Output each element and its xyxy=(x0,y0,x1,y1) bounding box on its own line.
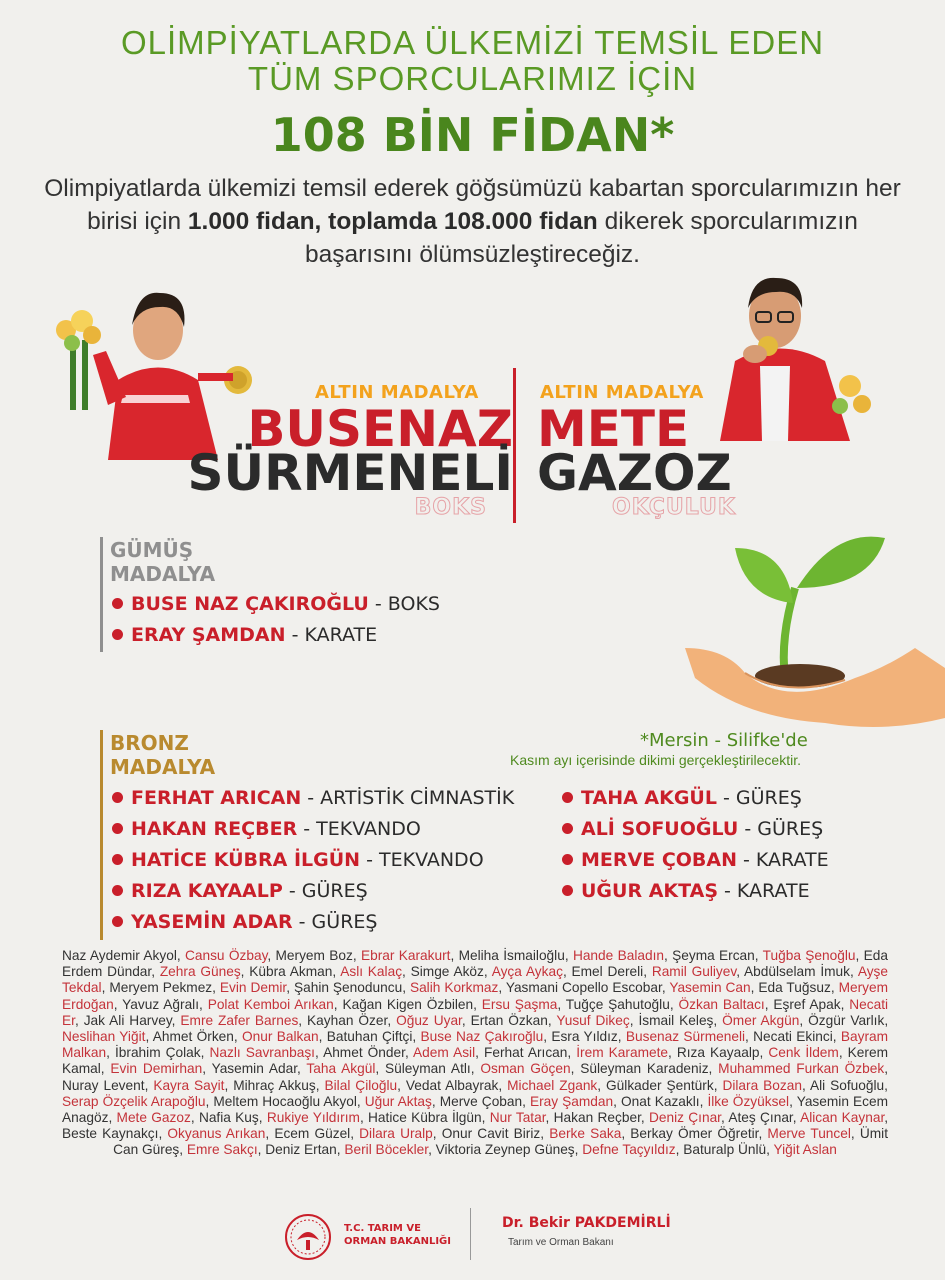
bullet-icon xyxy=(562,823,573,834)
footer-separator xyxy=(470,1208,471,1260)
participant-name: Eray Şamdan xyxy=(529,1093,614,1109)
silver-list xyxy=(112,589,440,651)
participant-name: Beste Kaynakçı xyxy=(62,1126,159,1142)
gold-right-sport: OKÇULUK xyxy=(612,495,736,520)
participant-name: Ömer Akgün xyxy=(722,1012,800,1028)
athlete-name: RIZA KAYAALP xyxy=(131,880,283,902)
participant-name: Nafia Kuş xyxy=(198,1110,259,1126)
athlete-sport: - TEKVANDO xyxy=(297,818,421,840)
participant-name: Şahin Şenoduncu xyxy=(293,980,403,996)
participant-name: Dilara Uralp xyxy=(359,1126,433,1142)
participant-name: Polat Kemboi Arıkan xyxy=(207,996,334,1012)
participant-name: Tuğba Şenoğlu xyxy=(762,948,856,963)
ministry-name xyxy=(344,1222,451,1248)
hand-icon xyxy=(685,648,945,727)
list-item xyxy=(112,783,514,814)
participant-name: İrem Karamete xyxy=(576,1045,669,1061)
gold-label-right: ALTIN MADALYA xyxy=(540,382,704,403)
athlete-sport: - GÜREŞ xyxy=(716,787,802,809)
athlete-photo-mete xyxy=(710,266,875,441)
participant-name: Eda Tuğsuz xyxy=(758,980,831,996)
participant-name: Kayra Sayit xyxy=(153,1077,225,1093)
athlete-name: MERVE ÇOBAN xyxy=(581,849,737,871)
participant-name: Özgür Varlık xyxy=(808,1012,885,1028)
participant-name: Defne Taçyıldız xyxy=(582,1142,676,1158)
headline-line-1: OLİMPİYATLARDA ÜLKEMİZİ TEMSİL EDEN xyxy=(120,24,825,61)
gold-left-first-name: BUSENAZ xyxy=(247,400,513,458)
participant-name: Berkay Ömer Öğretir xyxy=(630,1126,759,1142)
participant-name: Ali Sofuoğlu xyxy=(809,1077,885,1093)
athlete-sport: - KARATE xyxy=(718,880,810,902)
gold-label-left: ALTIN MADALYA xyxy=(315,382,479,403)
participant-name: Mete Gazoz xyxy=(116,1110,191,1126)
participant-name: Ferhat Arıcan xyxy=(484,1045,568,1061)
participant-name: Emel Dereli xyxy=(571,964,644,980)
participant-name: Deniz Ertan xyxy=(265,1142,337,1158)
seedling-icon xyxy=(735,537,885,678)
list-item xyxy=(562,845,829,876)
participant-name: Buse Naz Çakıroğlu xyxy=(420,1029,544,1045)
participant-name: Süleyman Karadeniz xyxy=(580,1061,709,1077)
list-item xyxy=(112,814,514,845)
bullet-icon xyxy=(112,854,123,865)
participant-name: Necati Ekinci xyxy=(753,1029,833,1045)
participant-name: Yasemin Can xyxy=(669,980,751,996)
participant-name: Necati Er xyxy=(62,996,889,1028)
participant-name: Nazlı Savranbaşı xyxy=(209,1045,315,1061)
athlete-name: TAHA AKGÜL xyxy=(581,787,717,809)
participant-name: Tuğçe Şahutoğlu xyxy=(565,996,670,1012)
ministry-name-line-1: T.C. TARIM VE xyxy=(344,1223,421,1234)
gold-left-last-name: SÜRMENELİ xyxy=(187,444,513,502)
silver-title-2: MADALYA xyxy=(110,562,216,586)
athlete-sport: - TEKVANDO xyxy=(360,849,484,871)
athlete-sport: - ARTİSTİK CİMNASTİK xyxy=(301,787,515,809)
participant-name: Eda Erdem Dündar xyxy=(62,948,888,980)
bullet-icon xyxy=(112,629,123,640)
participant-name: Adem Asil xyxy=(413,1045,476,1061)
participant-name: Meryem Erdoğan xyxy=(62,980,888,1012)
location-note: *Mersin - Silifke'de xyxy=(640,730,808,751)
participant-name: Batuhan Çiftçi xyxy=(326,1029,413,1045)
intro-text-2: dikerek sporcularımızın başarısını ölümsüzleştireceğiz. xyxy=(305,208,858,268)
participant-name: Ertan Özkan xyxy=(470,1012,548,1028)
athlete-name: ERAY ŞAMDAN xyxy=(131,624,286,646)
list-item xyxy=(112,907,514,938)
participant-name: Yiğit Aslan xyxy=(773,1142,837,1158)
participant-name: Taha Akgül xyxy=(306,1061,376,1077)
participant-name: Süleyman Atlı xyxy=(385,1061,471,1077)
participant-name: Osman Göçen xyxy=(480,1061,571,1077)
minister-name: Dr. Bekir PAKDEMİRLİ xyxy=(502,1215,671,1231)
participant-name: Viktoria Zeynep Güneş xyxy=(435,1142,575,1158)
participant-name: Kağan Kigen Özbilen xyxy=(342,996,474,1012)
participant-name: Bilal Çiloğlu xyxy=(324,1077,398,1093)
participant-name: Kübra Akman xyxy=(249,964,333,980)
participant-name: Oğuz Uyar xyxy=(396,1012,462,1028)
participant-name: Cenk İldem xyxy=(768,1045,839,1061)
participant-name: İsmail Keleş xyxy=(638,1012,714,1028)
participant-name: Hande Baladın xyxy=(572,948,665,963)
participant-name: Zehra Güneş xyxy=(159,964,241,980)
silver-bar xyxy=(100,537,103,652)
bullet-icon xyxy=(112,823,123,834)
participant-name: Gülkader Şentürk xyxy=(606,1077,714,1093)
participant-name: Ebrar Karakurt xyxy=(360,948,451,963)
planting-note: Kasım ayı içerisinde dikimi gerçekleştirilecektir. xyxy=(510,752,801,768)
list-item xyxy=(562,814,829,845)
participant-name: Ayça Aykaç xyxy=(491,964,563,980)
participant-name: Yasemin Adar xyxy=(211,1061,298,1077)
flower-bouquet-icon xyxy=(56,310,101,410)
bronze-title-1: BRONZ xyxy=(110,731,189,755)
bullet-icon xyxy=(112,598,123,609)
list-item xyxy=(562,876,829,907)
participant-name: Nuray Levent xyxy=(62,1077,145,1093)
participant-name: Busenaz Sürmeneli xyxy=(625,1029,746,1045)
participant-name: Ahmet Önder xyxy=(323,1045,405,1061)
bronze-bar xyxy=(100,730,103,940)
participant-name: Muhammed Furkan Özbek xyxy=(718,1061,885,1077)
bullet-icon xyxy=(112,916,123,927)
participant-name: Yavuz Ağralı xyxy=(122,996,200,1012)
athlete-name: FERHAT ARICAN xyxy=(131,787,302,809)
participant-name: Meliha İsmailoğlu xyxy=(458,948,565,963)
list-item xyxy=(562,783,829,814)
participant-name: Uğur Aktaş xyxy=(364,1093,432,1109)
participant-name: Evin Demirhan xyxy=(110,1061,203,1077)
athlete-name: ALİ SOFUOĞLU xyxy=(581,818,739,840)
participant-name: Aslı Kalaç xyxy=(340,964,403,980)
participant-name: İbrahim Çolak xyxy=(114,1045,201,1061)
participant-name: Eşref Apak xyxy=(773,996,841,1012)
athlete-name: BUSE NAZ ÇAKIROĞLU xyxy=(131,593,369,615)
athlete-photo-busenaz xyxy=(48,285,263,460)
main-title: 108 BİN FİDAN* xyxy=(270,108,675,162)
participant-name: Yasmani Copello Escobar xyxy=(505,980,662,996)
participant-name: Kayhan Özer xyxy=(307,1012,388,1028)
participant-name: Alican Kaynar xyxy=(800,1110,885,1126)
participant-name: Merve Tuncel xyxy=(767,1126,851,1142)
flower-bouquet-icon xyxy=(832,375,871,414)
participant-name: Naz Aydemir Akyol xyxy=(62,948,177,963)
participant-name: Özkan Baltacı xyxy=(678,996,765,1012)
list-item xyxy=(112,589,440,620)
minister-title: Tarım ve Orman Bakanı xyxy=(508,1237,614,1248)
participant-name: Şeyma Ercan xyxy=(672,948,755,963)
participant-name: Hakan Reçber xyxy=(553,1110,641,1126)
participant-name: Ramil Guliyev xyxy=(651,964,737,980)
participant-name: Simge Aköz xyxy=(410,964,484,980)
participant-name: Esra Yıldız xyxy=(551,1029,618,1045)
participant-name: Meryem Boz xyxy=(275,948,353,963)
participant-name: Serap Özçelik Arapoğlu xyxy=(62,1093,206,1109)
participant-name: Meryem Pekmez xyxy=(109,980,213,996)
participant-name: Deniz Çınar xyxy=(648,1110,721,1126)
participant-name: Yusuf Dikeç xyxy=(556,1012,630,1028)
athlete-sport: - KARATE xyxy=(737,849,829,871)
participant-name: Onur Balkan xyxy=(242,1029,319,1045)
headline-line-2: TÜM SPORCULARIMIZ İÇİN xyxy=(247,60,698,97)
participant-name: Cansu Özbay xyxy=(184,948,268,963)
bullet-icon xyxy=(562,792,573,803)
bullet-icon xyxy=(112,792,123,803)
bronze-list-right xyxy=(562,783,829,907)
participant-name: Evin Demir xyxy=(219,980,287,996)
participant-name: Rukiye Yıldırım xyxy=(266,1110,360,1126)
participant-name: Mihraç Akkuş xyxy=(233,1077,316,1093)
participant-name: Ayşe Tekdal xyxy=(62,964,888,996)
bronze-list-left xyxy=(112,783,514,938)
athlete-sport: - BOKS xyxy=(368,593,440,615)
participant-name: Emre Sakçı xyxy=(186,1142,258,1158)
list-item xyxy=(112,876,514,907)
bullet-icon xyxy=(562,885,573,896)
participant-name: Michael Zgank xyxy=(507,1077,598,1093)
participant-name: Rıza Kayaalp xyxy=(676,1045,760,1061)
participant-name: İlke Özyüksel xyxy=(707,1093,790,1109)
participant-name: Yasemin Ecem Anagöz xyxy=(62,1093,888,1126)
intro-bold: 1.000 fidan, toplamda 108.000 fidan xyxy=(187,208,598,235)
participant-name: Hatice Kübra İlgün xyxy=(368,1110,482,1126)
ministry-name-line-2: ORMAN BAKANLIĞI xyxy=(344,1236,451,1247)
participant-name: Neslihan Yiğit xyxy=(62,1029,146,1045)
list-item xyxy=(112,620,440,651)
participant-name: Abdülselam İmuk xyxy=(744,964,850,980)
athlete-sport: - KARATE xyxy=(285,624,378,646)
participant-name: Okyanus Arıkan xyxy=(167,1126,266,1142)
participant-name: Ahmet Örken xyxy=(152,1029,234,1045)
participant-name: Vedat Albayrak xyxy=(405,1077,499,1093)
list-item xyxy=(112,845,514,876)
participant-name: Jak Ali Harvey xyxy=(83,1012,172,1028)
participant-name: Ecem Güzel xyxy=(274,1126,351,1142)
athlete-sport: - GÜREŞ xyxy=(738,818,824,840)
gold-left-sport: BOKS xyxy=(414,495,487,520)
participant-name: Onat Kazaklı xyxy=(621,1093,700,1109)
gold-right-first-name: METE xyxy=(537,400,690,458)
athlete-sport: - GÜREŞ xyxy=(282,880,368,902)
bronze-title-2: MADALYA xyxy=(110,755,216,779)
athlete-sport: - GÜREŞ xyxy=(292,911,378,933)
participant-name: Merve Çoban xyxy=(439,1093,523,1109)
participant-name: Ateş Çınar xyxy=(728,1110,793,1126)
participant-name: Onur Cavit Biriz xyxy=(441,1126,541,1142)
athlete-name: HATİCE KÜBRA İLGÜN xyxy=(131,849,361,871)
participant-name: Bayram Malkan xyxy=(62,1029,889,1061)
participant-name: Nur Tatar xyxy=(489,1110,546,1126)
athlete-name: YASEMİN ADAR xyxy=(131,911,293,933)
participant-name: Dilara Bozan xyxy=(722,1077,802,1093)
participant-name: Kerem Kamal xyxy=(62,1045,888,1077)
participant-name: Ümit Can Güreş xyxy=(113,1126,889,1158)
seedling-in-hand-illustration xyxy=(685,528,945,738)
ministry-logo-icon xyxy=(283,1212,333,1262)
participant-name: Beril Böcekler xyxy=(344,1142,429,1158)
athlete-name: UĞUR AKTAŞ xyxy=(581,880,718,902)
gold-divider xyxy=(513,368,516,523)
participant-name: Ersu Şaşma xyxy=(481,996,558,1012)
intro-text-1: Olimpiyatlarda ülkemizi temsil ederek göğsümüzü kabartan sporcularımızın her birisi için xyxy=(44,175,901,235)
bullet-icon xyxy=(562,854,573,865)
participant-name: Salih Korkmaz xyxy=(409,980,499,996)
intro-paragraph xyxy=(40,172,905,271)
participant-name: Emre Zafer Barnes xyxy=(180,1012,299,1028)
bullet-icon xyxy=(112,885,123,896)
athlete-name: HAKAN REÇBER xyxy=(131,818,298,840)
participants-list: Naz Aydemir Akyol, Cansu Özbay, Meryem Boz, Ebrar Karakurt, Meliha İsmailoğlu, Hande Baladın, Şeyma Ercan, Tuğba Şenoğlu, Eda Erdem Dündar, Zehra Güneş, Kübra Akman, Aslı Kalaç, Simge Aköz, Ayça Aykaç, Emel Dereli, Ramil Guliyev, Abdülselam İmuk, Ayşe Tekdal, Meryem Pekmez, Evin Demir, Şahin Şenoduncu, Salih Korkmaz, Yasmani Copello Escobar, Yasemin Can, Eda Tuğsuz, Meryem Erdoğan, Yavuz Ağralı, Polat Kemboi Arıkan, Kağan Kigen Özbilen, Ersu Şaşma, Tuğçe Şahutoğlu, Özkan Baltacı, Eşref Apak, Necati Er, Jak Ali Harvey, Emre Zafer Barnes, Kayhan Özer, Oğuz Uyar, Ertan Özkan, Yusuf Dikeç, İsmail Keleş, Ömer Akgün, Özgür Varlık, Neslihan Yiğit, Ahmet Örken, Onur Balkan, Batuhan Çiftçi, Buse Naz Çakıroğlu, Esra Yıldız, Busenaz Sürmeneli, Necati Ekinci, Bayram Malkan, İbrahim Çolak, Nazlı Savranbaşı, Ahmet Önder, Adem Asil, Ferhat Arıcan, İrem Karamete, Rıza Kayaalp, Cenk İldem, Kerem Kamal, Evin Demirhan, Yasemin Adar, Taha Akgül, Süleyman Atlı, Osman Göçen, Süleyman Karadeniz, Muhammed Furkan Özbek, Nuray Levent, Kayra Sayit, Mihraç Akkuş, Bilal Çiloğlu, Vedat Albayrak, Michael Zgank, Gülkader Şentürk, Dilara Bozan, Ali Sofuoğlu, Serap Özçelik Arapoğlu, Meltem Hocaoğlu Akyol, Uğur Aktaş, Merve Çoban, Eray Şamdan, Onat Kazaklı, İlke Özyüksel, Yasemin Ecem Anagöz, Mete Gazoz, Nafia Kuş, Rukiye Yıldırım, Hatice Kübra İlgün, Nur Tatar, Hakan Reçber, Deniz Çınar, Ateş Çınar, Alican Kaynar, Beste Kaynakçı, Okyanus Arıkan, Ecem Güzel, Dilara Uralp, Onur Cavit Biriz, Berke Saka, Berkay Ömer Öğretir, Merve Tuncel, Ümit Can Güreş, Emre Sakçı, Deniz Ertan, Beril Böcekler, Viktoria Zeynep Güneş, Defne Taçyıldız, Baturalp Ünlü, Yiğit Aslan xyxy=(62,948,889,1158)
participant-name: Meltem Hocaoğlu Akyol xyxy=(213,1093,357,1109)
silver-title-1: GÜMÜŞ xyxy=(110,538,194,562)
participant-name: Berke Saka xyxy=(549,1126,622,1142)
participant-name: Baturalp Ünlü xyxy=(683,1142,767,1158)
gold-right-last-name: GAZOZ xyxy=(537,444,732,502)
